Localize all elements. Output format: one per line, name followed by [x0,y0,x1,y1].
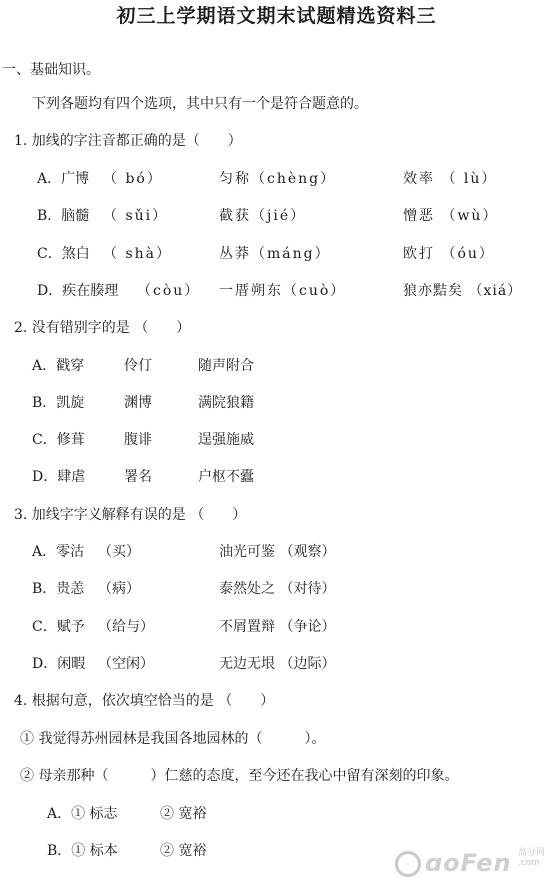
question-4-sentence-1: ① 我觉得苏州园林是我国各地园林的（ ）。 [20,731,326,747]
option-c-label: C．煞白 [37,246,90,262]
option-d-col2: 无边无垠 （边际） [219,656,336,672]
instruction-text: 下列各题均有四个选项，其中只有一个是符合题意的。 [32,96,368,112]
option-c-col2: 丛莽（máng） [219,246,331,262]
option-b-label: B．① 标本 [47,843,118,859]
option-b-col1: ② 宽裕 [160,843,207,859]
gaofen-logo-icon [395,851,421,877]
option-b-label: B．贵恙 [32,581,85,597]
page-title: 初三上学期语文期末试题精选资料三 [116,5,437,27]
option-a-col2: 油光可鉴 （观察） [219,544,336,560]
option-a-label: A．戳穿 [32,358,85,374]
option-a-col3: 效率 （ lù） [403,171,498,187]
option-c-col3: 欧打 （óu） [403,246,495,262]
option-c-col1: 腹诽 [124,432,152,448]
site-watermark [395,845,545,881]
option-b-col2: 截获（jié） [219,208,307,224]
option-b-col3: 憎恶 （wù） [403,208,499,224]
question-2-stem: 2. 没有错别字的是 （ ） [14,320,191,336]
option-d-label: D．疾在腠理 [37,283,119,299]
option-c-col1: （给与） [98,619,154,635]
option-c-label: C．修葺 [32,432,85,448]
option-a-label: A．① 标志 [47,806,118,822]
option-c-label: C．赋予 [32,619,85,635]
option-b-label: B．脑髓 [37,208,90,224]
option-a-col1: ② 宽裕 [160,806,207,822]
option-a-label: A．广博 [37,171,90,187]
option-c-col2: 逞强施威 [198,432,254,448]
option-b-col2: 满院狼籍 [198,395,254,411]
question-3-stem: 3. 加线字字义解释有误的是 （ ） [14,507,247,523]
option-b-label: B．凯旋 [32,395,85,411]
option-a-label: A．零沽 [32,544,85,560]
option-c-col2: 不屑置辩 （争论） [219,619,336,635]
option-a-col1: 伶仃 [124,358,152,374]
option-d-label: D．肆虐 [32,469,86,485]
question-1-stem: 1. 加线的字注音都正确的是（ ） [14,133,242,149]
option-b-col1: 渊博 [124,395,152,411]
option-d-col1: 署名 [124,469,152,485]
option-d-col1: （空闲） [98,656,154,672]
option-d-col2: 一厝朔东（cuò） [219,283,347,299]
question-4-stem: 4. 根据句意，依次填空恰当的是 （ ） [14,693,275,709]
option-c-col1: （ shà） [103,246,172,262]
option-a-col2: 随声附合 [198,358,254,374]
option-d-col1: （còu） [137,283,201,299]
option-a-col2: 匀称（chèng） [219,171,337,187]
watermark-small-text: 高分网 .com [517,848,545,868]
option-b-col2: 泰然处之 （对待） [219,581,336,597]
question-4-sentence-2: ② 母亲那种（ ）仁慈的态度，至今还在我心中留有深刻的印象。 [20,768,459,784]
option-b-col1: （病） [98,581,140,597]
option-b-col1: （ sǔi） [103,208,169,224]
section-heading: 一、基础知识。 [2,62,100,78]
option-a-col1: （ bó） [103,171,163,187]
option-a-col1: （买） [98,544,140,560]
watermark-text: ɑoFen [425,849,512,877]
option-d-label: D．闲暇 [32,656,86,672]
option-d-col2: 户枢不蠹 [198,469,254,485]
option-d-col3: 狼亦黠矣 （xiá） [403,283,523,299]
